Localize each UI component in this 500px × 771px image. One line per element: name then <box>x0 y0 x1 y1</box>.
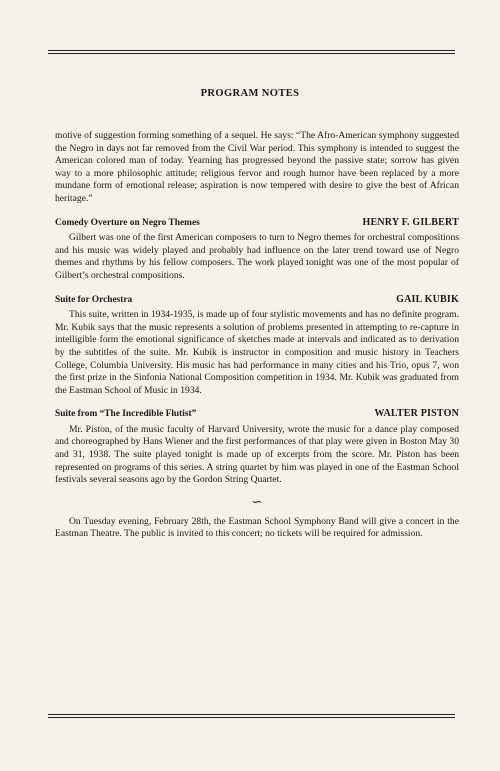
piece-header-gilbert <box>55 217 459 230</box>
piece-note-gilbert: Gilbert was one of the first American composers to turn to Negro themes for orchestral compositions and his music was widely played and probably had influence on the later trend toward use of Negro themes and rhythms by his fellow composers. The work played tonight was one of the most popular of Gilbert’s orchestral compositions. <box>55 232 459 281</box>
intro-paragraph: motive of suggestion forming something of a sequel. He says: “The Afro-American symphony suggested the Negro in days not far removed from the Civil War period. This symphony is intended to suggest the American colored man of today. Yearning has progressed beyond the passive state; sorrow has given way to a more philosophic attitude; religious fervor and rough humor have been replaced by a more mundane form of emotional release; aspiration is now tempered with desire to give the best of African heritage.” <box>55 130 459 204</box>
piece-header-kubik <box>55 294 459 307</box>
bottom-double-rule <box>48 714 455 718</box>
piece-title: Suite for Orchestra <box>55 294 133 305</box>
piece-title: Comedy Overture on Negro Themes <box>55 217 200 228</box>
top-double-rule <box>48 50 455 54</box>
piece-composer: GAIL KUBIK <box>396 293 459 305</box>
announcement-paragraph: On Tuesday evening, February 28th, the Eastman School Symphony Band will give a concert in the Eastman Theatre. The public is invited to this concert; no tickets will be required for admission. <box>55 515 459 540</box>
notes-body <box>55 130 459 541</box>
piece-composer: HENRY F. GILBERT <box>362 216 459 228</box>
piece-title: Suite from “The Incredible Flutist” <box>55 409 197 420</box>
page-heading: PROGRAM NOTES <box>200 88 300 99</box>
piece-note-kubik: This suite, written in 1934-1935, is made up of four stylistic movements and has no definite program. Mr. Kubik says that the music represents a solution of problems presented in attempting to re-capture in intelligible form the emotional significance of sketches made at intervals and indicated as to derivation by the subtitles of the suite. Mr. Kubik is instructor in composition and music history in Teachers College, Columbia University. His music has had performance in many cities and his Trio, opus 7, won the first prize in the Sinfonia National Composition competition in 1934. Mr. Kubik was graduated from the Eastman School of Music in 1934. <box>55 309 459 396</box>
piece-header-piston <box>55 408 459 421</box>
piece-note-piston: Mr. Piston, of the music faculty of Harvard University, wrote the music for a dance play composed and choreographed by Hans Wiener and the first performances of that play were given in Boston May 30 and 31, 1938. The suite played tonight is made up of excerpts from the score. Mr. Piston has been represented on programs of this series. A string quartet by him was played in one of the Eastman School festivals several seasons ago by the Gordon String Quartet. <box>55 423 459 486</box>
piece-composer: WALTER PISTON <box>374 408 459 420</box>
ornament-divider: ∽ <box>251 493 263 509</box>
